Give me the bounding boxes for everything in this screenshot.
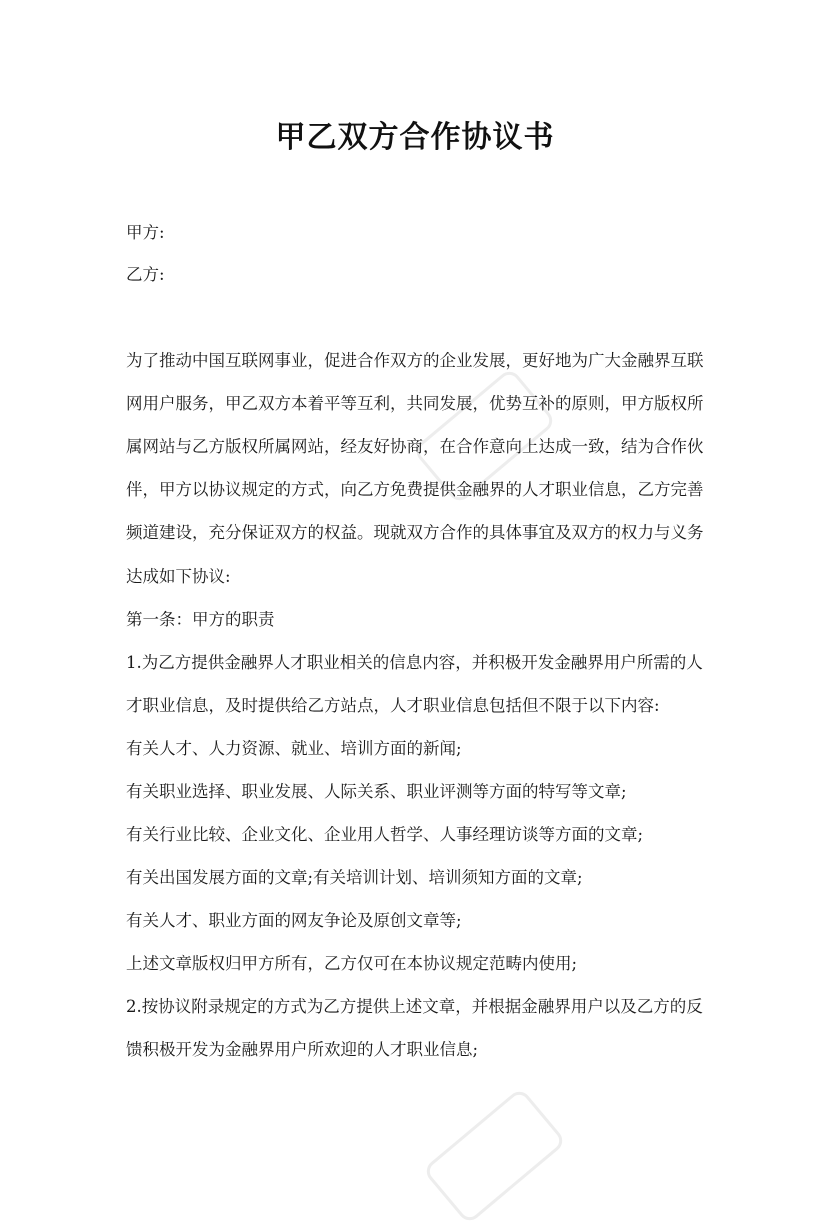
list-item: 有关行业比较、企业文化、企业用人哲学、人事经理访谈等方面的文章; [126, 825, 644, 844]
party-b-label: 乙方: [126, 265, 165, 284]
list-item: 有关人才、职业方面的网友争论及原创文章等; [126, 911, 462, 930]
section-heading: 第一条：甲方的职责 [126, 610, 275, 629]
document-title: 甲乙双方合作协议书 [275, 120, 555, 155]
list-item: 有关人才、人力资源、就业、培训方面的新闻; [126, 739, 462, 758]
body-line: 属网站与乙方版权所属网站，经友好协商，在合作意向上达成一致，结为合作伙 [126, 437, 704, 456]
body-line: 2.按协议附录规定的方式为乙方提供上述文章，并根据金融界用户以及乙方的反 [126, 997, 703, 1016]
body-line: 为了推动中国互联网事业，促进合作双方的企业发展，更好地为广大金融界互联 [126, 351, 704, 370]
list-item: 有关职业选择、职业发展、人际关系、职业评测等方面的特写等文章; [126, 782, 627, 801]
body-line: 频道建设，充分保证双方的权益。现就双方合作的具体事宜及双方的权力与义务 [126, 523, 704, 542]
body-line: 才职业信息，及时提供给乙方站点，人才职业信息包括但不限于以下内容: [126, 696, 660, 715]
body-line: 1.为乙方提供金融界人才职业相关的信息内容，并积极开发金融界用户所需的人 [126, 653, 703, 672]
body-line: 伴，甲方以协议规定的方式，向乙方免费提供金融界的人才职业信息，乙方完善 [126, 480, 704, 499]
body-line: 达成如下协议: [126, 567, 231, 586]
list-item: 有关出国发展方面的文章;有关培训计划、培训须知方面的文章; [126, 868, 583, 887]
body-line: 上述文章版权归甲方所有，乙方仅可在本协议规定范畴内使用; [126, 954, 578, 973]
body-line: 馈积极开发为金融界用户所欢迎的人才职业信息; [126, 1040, 479, 1059]
body-line: 网用户服务，甲乙双方本着平等互利，共同发展，优势互补的原则，甲方版权所 [126, 394, 704, 413]
party-a-label: 甲方: [126, 223, 165, 242]
watermark-stamp [422, 1087, 567, 1225]
